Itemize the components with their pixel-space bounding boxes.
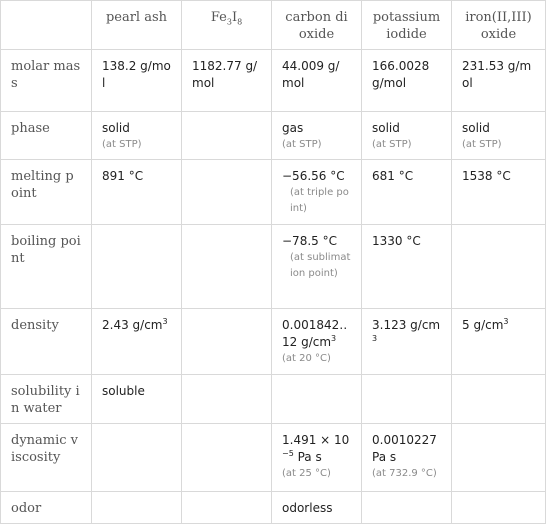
row-label-molar-mass: molar mass (1, 50, 92, 112)
row-dynamic-viscosity (1, 424, 546, 492)
col-header-pearl-ash: pearl ash (92, 1, 182, 50)
cell-phase-pearl-ash (92, 112, 182, 160)
density-exponent: 3 (503, 317, 509, 326)
phase-note: (at STP) (282, 139, 322, 150)
phase-value: solid (102, 121, 130, 135)
row-boiling-point (1, 225, 546, 309)
density-exponent: 3 (372, 334, 378, 343)
corner-cell (1, 1, 92, 50)
density-value: 2.43 g/cm (102, 318, 163, 332)
cell-density-ki (362, 309, 452, 375)
row-label-solubility: solubility in water (1, 375, 92, 424)
boiling-note: (at sublimation point) (290, 252, 351, 279)
cell-phase-fe3o4 (452, 112, 546, 160)
col-header-carbon-dioxide: carbon dioxide (272, 1, 362, 50)
cell-phase-co2 (272, 112, 362, 160)
cell-solubility-co2 (272, 375, 362, 424)
col-header-fe3i8 (182, 1, 272, 50)
cell-odor-fe3i8 (182, 492, 272, 524)
density-value: 0.001842‥12 g/cm (282, 318, 348, 349)
cell-density-fe3o4 (452, 309, 546, 375)
cell-molar-mass-fe3i8: 1182.77 g/mol (182, 50, 272, 112)
cell-density-pearl-ash (92, 309, 182, 375)
phase-value: solid (372, 121, 400, 135)
cell-melting-co2 (272, 160, 362, 225)
cell-boiling-fe3i8 (182, 225, 272, 309)
cell-phase-ki (362, 112, 452, 160)
boiling-value: −78.5 °C (282, 234, 337, 248)
density-value: 5 g/cm (462, 318, 504, 332)
row-label-dynamic-viscosity: dynamic viscosity (1, 424, 92, 492)
cell-viscosity-fe3i8 (182, 424, 272, 492)
cell-molar-mass-pearl-ash: 138.2 g/mol (92, 50, 182, 112)
cell-boiling-co2 (272, 225, 362, 309)
cell-viscosity-pearl-ash (92, 424, 182, 492)
phase-note: (at STP) (372, 139, 412, 150)
cell-melting-fe3i8 (182, 160, 272, 225)
phase-value: gas (282, 121, 304, 135)
formula-fe: Fe (210, 10, 227, 25)
viscosity-mantissa: 1.491 × 10 (282, 433, 350, 447)
viscosity-value: 0.0010227 Pa s (372, 433, 437, 464)
cell-density-co2 (272, 309, 362, 375)
density-value: 3.123 g/cm (372, 318, 441, 332)
cell-odor-pearl-ash (92, 492, 182, 524)
cell-boiling-ki: 1330 °C (362, 225, 452, 309)
row-molar-mass (1, 50, 546, 112)
cell-molar-mass-co2: 44.009 g/mol (272, 50, 362, 112)
melting-note: (at triple point) (290, 187, 349, 214)
cell-melting-fe3o4: 1538 °C (452, 160, 546, 225)
cell-solubility-pearl-ash: soluble (92, 375, 182, 424)
row-label-odor: odor (1, 492, 92, 524)
cell-boiling-pearl-ash (92, 225, 182, 309)
cell-viscosity-fe3o4 (452, 424, 546, 492)
row-solubility (1, 375, 546, 424)
formula-i: I (231, 10, 238, 25)
formula-sub-8: 8 (237, 17, 243, 27)
cell-phase-fe3i8 (182, 112, 272, 160)
col-header-iron-oxide: iron(II,III) oxide (452, 1, 546, 50)
col-header-potassium-iodide: potassium iodide (362, 1, 452, 50)
cell-molar-mass-fe3o4: 231.53 g/mol (452, 50, 546, 112)
cell-viscosity-co2 (272, 424, 362, 492)
cell-melting-ki: 681 °C (362, 160, 452, 225)
cell-odor-fe3o4 (452, 492, 546, 524)
header-row (1, 1, 546, 50)
row-odor (1, 492, 546, 524)
viscosity-note: (at 732.9 °C) (372, 468, 437, 479)
cell-odor-ki (362, 492, 452, 524)
phase-note: (at STP) (462, 139, 502, 150)
row-density (1, 309, 546, 375)
viscosity-note: (at 25 °C) (282, 468, 331, 479)
row-label-melting-point: melting point (1, 160, 92, 225)
cell-boiling-fe3o4 (452, 225, 546, 309)
density-note: (at 20 °C) (282, 353, 331, 364)
cell-solubility-ki (362, 375, 452, 424)
cell-viscosity-ki (362, 424, 452, 492)
viscosity-exponent: −5 (282, 449, 294, 458)
density-exponent: 3 (162, 317, 168, 326)
formula-sub-3: 3 (226, 17, 232, 27)
cell-solubility-fe3o4 (452, 375, 546, 424)
phase-value: solid (462, 121, 490, 135)
melting-value: −56.56 °C (282, 169, 345, 183)
cell-melting-pearl-ash: 891 °C (92, 160, 182, 225)
phase-note: (at STP) (102, 139, 142, 150)
cell-density-fe3i8 (182, 309, 272, 375)
cell-odor-co2: odorless (272, 492, 362, 524)
row-label-boiling-point: boiling point (1, 225, 92, 309)
row-melting-point (1, 160, 546, 225)
cell-molar-mass-ki: 166.0028 g/mol (362, 50, 452, 112)
cell-solubility-fe3i8 (182, 375, 272, 424)
density-exponent: 3 (331, 334, 337, 343)
row-label-phase: phase (1, 112, 92, 160)
row-phase (1, 112, 546, 160)
viscosity-unit: Pa s (293, 450, 322, 464)
row-label-density: density (1, 309, 92, 375)
